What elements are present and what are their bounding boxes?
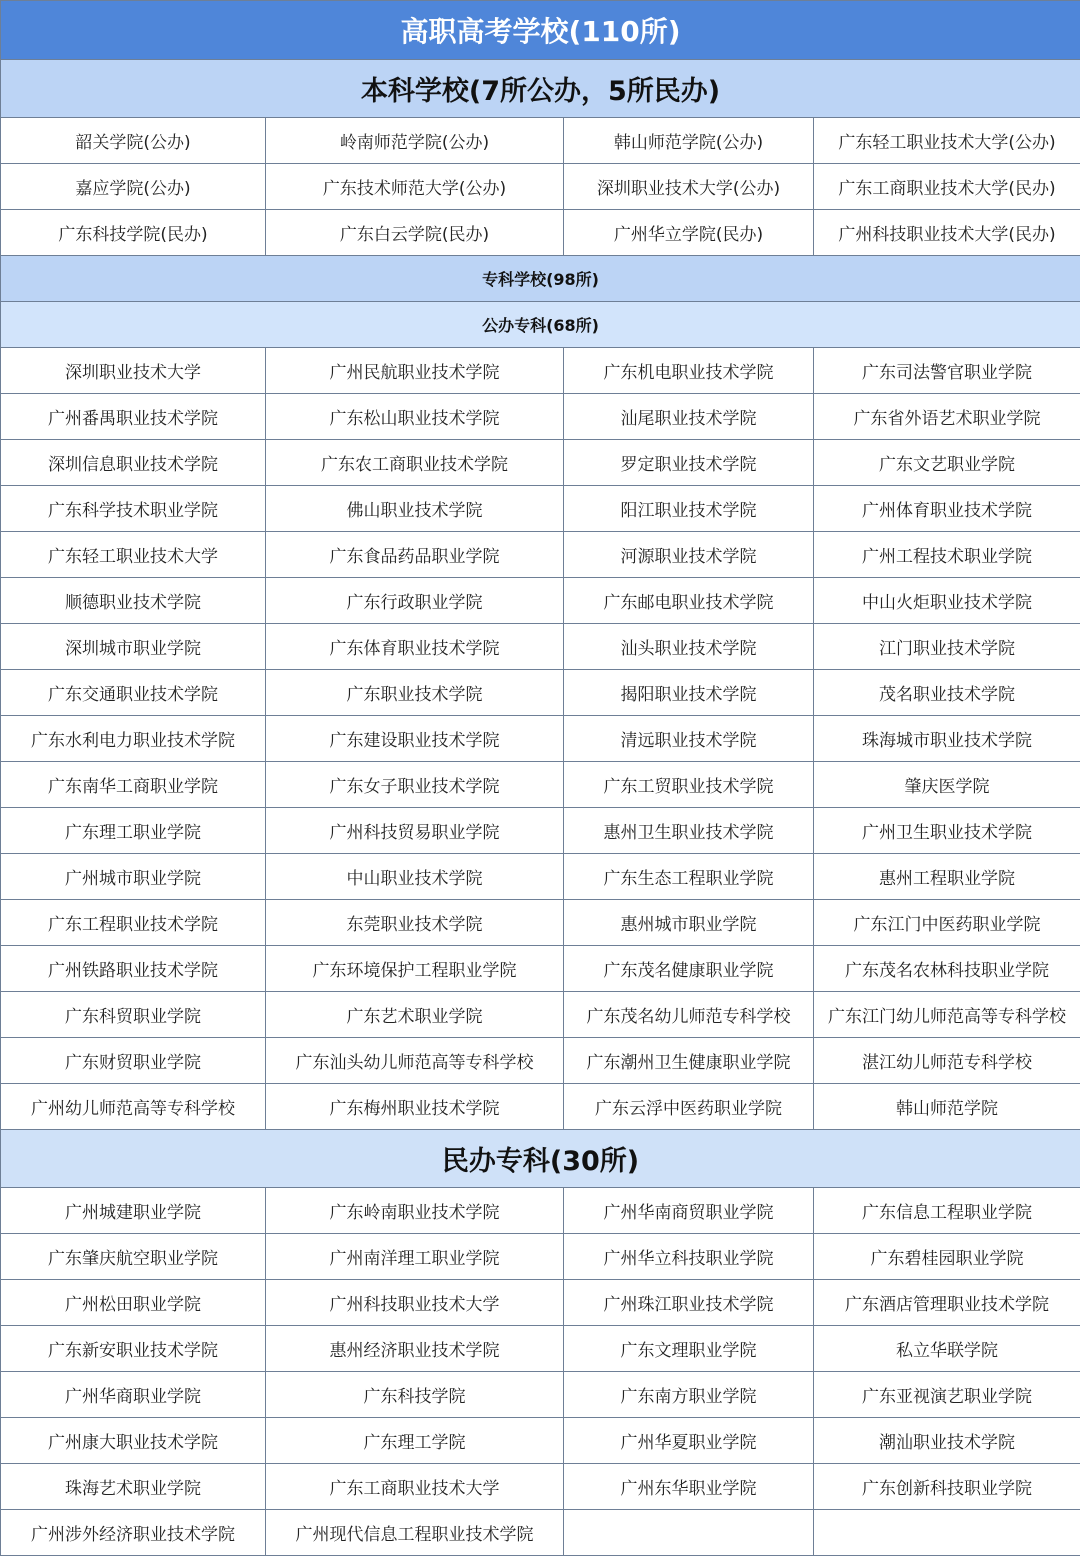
public-junior-row <box>1 578 1080 624</box>
bachelor-row <box>1 164 1080 210</box>
junior-heading-row <box>1 256 1080 302</box>
private-junior-row <box>1 1372 1080 1418</box>
public-junior-row <box>1 946 1080 992</box>
school-cell: 广东科贸职业学院 <box>1 992 266 1038</box>
school-cell: 揭阳职业技术学院 <box>564 670 814 716</box>
school-cell: 珠海艺术职业学院 <box>1 1464 266 1510</box>
school-cell: 广东文艺职业学院 <box>814 440 1080 486</box>
school-cell: 广东云浮中医药职业学院 <box>564 1084 814 1130</box>
school-cell: 惠州卫生职业技术学院 <box>564 808 814 854</box>
school-cell: 佛山职业技术学院 <box>266 486 564 532</box>
public-junior-row <box>1 854 1080 900</box>
school-cell: 广州番禺职业技术学院 <box>1 394 266 440</box>
public-junior-row <box>1 624 1080 670</box>
public-junior-row <box>1 348 1080 394</box>
private-junior-row <box>1 1280 1080 1326</box>
school-cell: 潮汕职业技术学院 <box>814 1418 1080 1464</box>
school-cell: 广州东华职业学院 <box>564 1464 814 1510</box>
school-cell: 广东江门中医药职业学院 <box>814 900 1080 946</box>
school-cell: 岭南师范学院(公办) <box>266 118 564 164</box>
school-cell: 广东体育职业技术学院 <box>266 624 564 670</box>
school-cell: 广东艺术职业学院 <box>266 992 564 1038</box>
school-cell: 广东司法警官职业学院 <box>814 348 1080 394</box>
title-row <box>1 1 1080 60</box>
school-cell: 广州科技职业技术大学 <box>266 1280 564 1326</box>
school-cell: 广州华立科技职业学院 <box>564 1234 814 1280</box>
public-junior-heading: 公办专科(68所) <box>1 302 1080 348</box>
school-cell: 广东省外语艺术职业学院 <box>814 394 1080 440</box>
school-cell: 广州幼儿师范高等专科学校 <box>1 1084 266 1130</box>
public-junior-row <box>1 532 1080 578</box>
school-cell: 江门职业技术学院 <box>814 624 1080 670</box>
school-cell: 广东机电职业技术学院 <box>564 348 814 394</box>
school-cell: 广东建设职业技术学院 <box>266 716 564 762</box>
school-cell: 广州民航职业技术学院 <box>266 348 564 394</box>
school-cell: 广东工商职业技术大学 <box>266 1464 564 1510</box>
school-cell: 珠海城市职业技术学院 <box>814 716 1080 762</box>
school-cell: 广东工程职业技术学院 <box>1 900 266 946</box>
school-cell: 广东茂名农林科技职业学院 <box>814 946 1080 992</box>
private-junior-row <box>1 1234 1080 1280</box>
school-cell: 广东轻工职业技术大学 <box>1 532 266 578</box>
school-cell: 惠州工程职业学院 <box>814 854 1080 900</box>
school-cell: 广州涉外经济职业技术学院 <box>1 1510 266 1556</box>
school-cell: 广州铁路职业技术学院 <box>1 946 266 992</box>
school-cell: 深圳职业技术大学(公办) <box>564 164 814 210</box>
school-cell: 广东工贸职业技术学院 <box>564 762 814 808</box>
school-cell: 广州城市职业学院 <box>1 854 266 900</box>
public-junior-row <box>1 440 1080 486</box>
public-junior-row <box>1 808 1080 854</box>
school-cell: 广州松田职业学院 <box>1 1280 266 1326</box>
school-cell: 广东肇庆航空职业学院 <box>1 1234 266 1280</box>
school-cell: 广东行政职业学院 <box>266 578 564 624</box>
public-junior-row <box>1 1084 1080 1130</box>
school-cell: 广东创新科技职业学院 <box>814 1464 1080 1510</box>
school-cell: 广州华夏职业学院 <box>564 1418 814 1464</box>
school-cell: 广东水利电力职业技术学院 <box>1 716 266 762</box>
school-cell: 广州南洋理工职业学院 <box>266 1234 564 1280</box>
school-cell: 广东潮州卫生健康职业学院 <box>564 1038 814 1084</box>
school-cell: 广州华南商贸职业学院 <box>564 1188 814 1234</box>
school-cell: 广州康大职业技术学院 <box>1 1418 266 1464</box>
bachelor-row <box>1 118 1080 164</box>
bachelor-heading-row <box>1 60 1080 118</box>
school-cell: 韶关学院(公办) <box>1 118 266 164</box>
school-cell: 韩山师范学院 <box>814 1084 1080 1130</box>
school-cell: 广东岭南职业技术学院 <box>266 1188 564 1234</box>
school-cell: 广东食品药品职业学院 <box>266 532 564 578</box>
junior-heading: 专科学校(98所) <box>1 256 1080 302</box>
school-cell: 广东新安职业技术学院 <box>1 1326 266 1372</box>
school-cell: 广东交通职业技术学院 <box>1 670 266 716</box>
school-cell: 广东白云学院(民办) <box>266 210 564 256</box>
school-cell: 嘉应学院(公办) <box>1 164 266 210</box>
page-title: 高职高考学校(110所) <box>1 1 1080 60</box>
school-cell: 河源职业技术学院 <box>564 532 814 578</box>
school-cell: 广东理工职业学院 <box>1 808 266 854</box>
public-junior-row <box>1 1038 1080 1084</box>
school-cell: 广东茂名幼儿师范专科学校 <box>564 992 814 1038</box>
private-junior-heading-row <box>1 1130 1080 1188</box>
school-cell <box>814 1510 1080 1556</box>
school-cell: 广州珠江职业技术学院 <box>564 1280 814 1326</box>
private-junior-heading: 民办专科(30所) <box>1 1130 1080 1188</box>
school-cell: 广东科技学院 <box>266 1372 564 1418</box>
school-cell: 广州华立学院(民办) <box>564 210 814 256</box>
school-cell: 顺德职业技术学院 <box>1 578 266 624</box>
school-cell: 广东碧桂园职业学院 <box>814 1234 1080 1280</box>
public-junior-row <box>1 670 1080 716</box>
public-junior-row <box>1 394 1080 440</box>
school-cell: 广东汕头幼儿师范高等专科学校 <box>266 1038 564 1084</box>
school-cell: 广东文理职业学院 <box>564 1326 814 1372</box>
school-cell: 广东职业技术学院 <box>266 670 564 716</box>
school-cell: 广东环境保护工程职业学院 <box>266 946 564 992</box>
school-cell: 清远职业技术学院 <box>564 716 814 762</box>
school-cell: 罗定职业技术学院 <box>564 440 814 486</box>
school-cell: 东莞职业技术学院 <box>266 900 564 946</box>
school-cell: 湛江幼儿师范专科学校 <box>814 1038 1080 1084</box>
school-cell: 汕尾职业技术学院 <box>564 394 814 440</box>
school-cell: 深圳职业技术大学 <box>1 348 266 394</box>
school-cell: 汕头职业技术学院 <box>564 624 814 670</box>
school-cell: 广州现代信息工程职业技术学院 <box>266 1510 564 1556</box>
school-cell: 中山职业技术学院 <box>266 854 564 900</box>
school-cell: 广东轻工职业技术大学(公办) <box>814 118 1080 164</box>
private-junior-row <box>1 1188 1080 1234</box>
school-cell: 中山火炬职业技术学院 <box>814 578 1080 624</box>
school-cell: 广州科技贸易职业学院 <box>266 808 564 854</box>
public-junior-row <box>1 716 1080 762</box>
school-cell: 广东科学技术职业学院 <box>1 486 266 532</box>
private-junior-row <box>1 1418 1080 1464</box>
school-cell: 惠州经济职业技术学院 <box>266 1326 564 1372</box>
school-cell: 广东酒店管理职业技术学院 <box>814 1280 1080 1326</box>
school-cell: 广东科技学院(民办) <box>1 210 266 256</box>
school-cell: 广东信息工程职业学院 <box>814 1188 1080 1234</box>
school-cell: 广东茂名健康职业学院 <box>564 946 814 992</box>
bachelor-heading: 本科学校(7所公办，5所民办) <box>1 60 1080 118</box>
school-cell: 茂名职业技术学院 <box>814 670 1080 716</box>
school-cell: 肇庆医学院 <box>814 762 1080 808</box>
school-cell: 广州城建职业学院 <box>1 1188 266 1234</box>
public-junior-row <box>1 762 1080 808</box>
private-junior-row <box>1 1326 1080 1372</box>
school-cell: 广东邮电职业技术学院 <box>564 578 814 624</box>
school-cell <box>564 1510 814 1556</box>
school-cell: 广东技术师范大学(公办) <box>266 164 564 210</box>
school-cell: 阳江职业技术学院 <box>564 486 814 532</box>
school-cell: 广州华商职业学院 <box>1 1372 266 1418</box>
school-cell: 广东农工商职业技术学院 <box>266 440 564 486</box>
school-cell: 广东生态工程职业学院 <box>564 854 814 900</box>
public-junior-heading-row <box>1 302 1080 348</box>
school-cell: 广东南华工商职业学院 <box>1 762 266 808</box>
school-cell: 深圳城市职业学院 <box>1 624 266 670</box>
school-cell: 广东工商职业技术大学(民办) <box>814 164 1080 210</box>
public-junior-row <box>1 992 1080 1038</box>
school-cell: 惠州城市职业学院 <box>564 900 814 946</box>
school-cell: 广州体育职业技术学院 <box>814 486 1080 532</box>
school-cell: 广东梅州职业技术学院 <box>266 1084 564 1130</box>
public-junior-row <box>1 486 1080 532</box>
school-cell: 广东松山职业技术学院 <box>266 394 564 440</box>
school-cell: 广州卫生职业技术学院 <box>814 808 1080 854</box>
public-junior-row <box>1 900 1080 946</box>
school-cell: 深圳信息职业技术学院 <box>1 440 266 486</box>
school-cell: 广东江门幼儿师范高等专科学校 <box>814 992 1080 1038</box>
bachelor-row <box>1 210 1080 256</box>
school-cell: 广东女子职业技术学院 <box>266 762 564 808</box>
private-junior-row <box>1 1510 1080 1556</box>
school-cell: 广东南方职业学院 <box>564 1372 814 1418</box>
school-cell: 广东亚视演艺职业学院 <box>814 1372 1080 1418</box>
school-cell: 广州科技职业技术大学(民办) <box>814 210 1080 256</box>
school-cell: 广东财贸职业学院 <box>1 1038 266 1084</box>
school-cell: 韩山师范学院(公办) <box>564 118 814 164</box>
school-cell: 广州工程技术职业学院 <box>814 532 1080 578</box>
private-junior-row <box>1 1464 1080 1510</box>
school-cell: 广东理工学院 <box>266 1418 564 1464</box>
school-cell: 私立华联学院 <box>814 1326 1080 1372</box>
